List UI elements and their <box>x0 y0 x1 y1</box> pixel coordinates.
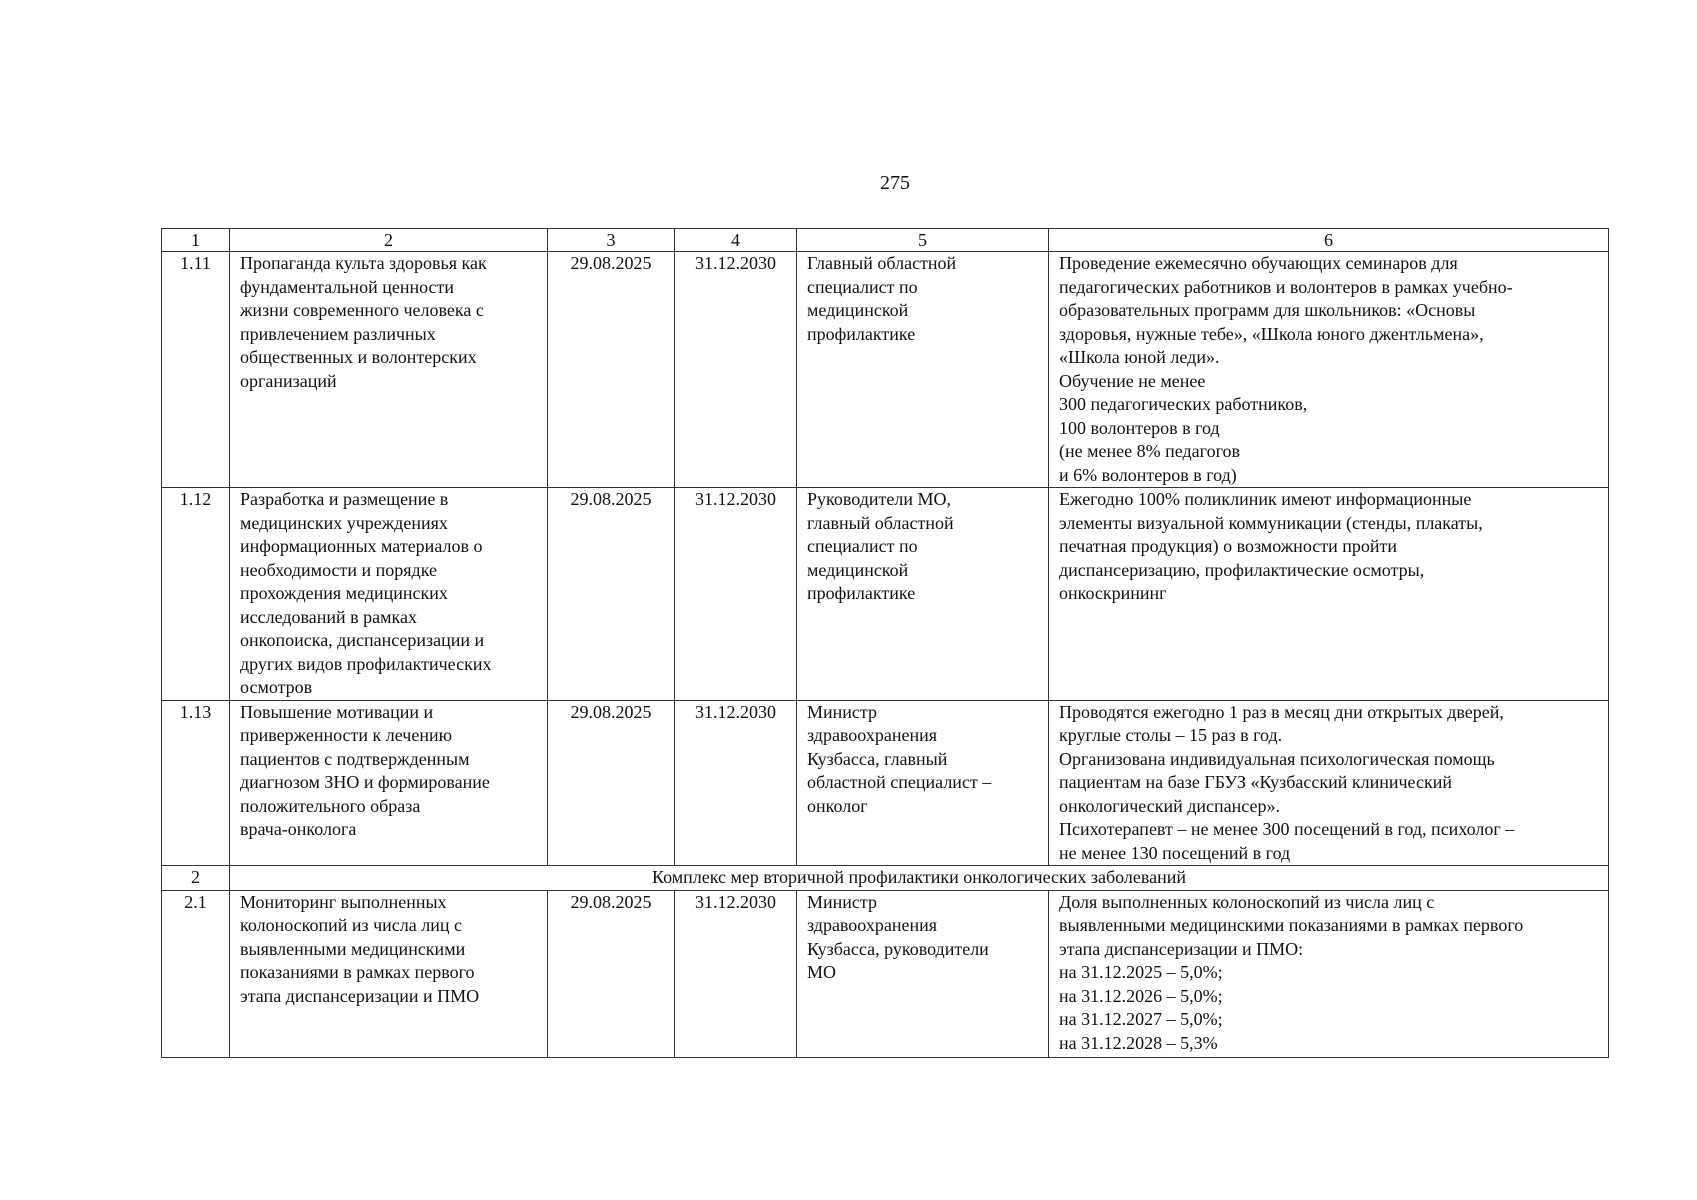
table-row <box>162 252 1609 488</box>
measure-name: Пропаганда культа здоровья как фундаментальной ценности жизни современного человека с привлечением различных общественных и волонтерских организаций <box>230 252 548 488</box>
end-date: 31.12.2030 <box>675 488 797 701</box>
measures-table <box>161 228 1609 1058</box>
column-number-row <box>162 229 1609 252</box>
table-row <box>162 700 1609 866</box>
start-date: 29.08.2025 <box>548 252 675 488</box>
row-number: 2.1 <box>162 890 230 1057</box>
start-date: 29.08.2025 <box>548 488 675 701</box>
section-title: Комплекс мер вторичной профилактики онкологических заболеваний <box>230 866 1609 891</box>
column-header: 5 <box>797 229 1049 252</box>
row-number: 1.11 <box>162 252 230 488</box>
page-number: 275 <box>880 172 910 194</box>
row-number: 1.12 <box>162 488 230 701</box>
expected-result: Проведение ежемесячно обучающих семинаров для педагогических работников и волонтеров в рамках учебно- образовательных программ для школьников: «Основы здоровья, нужные тебе», «Школа юного джентльмена», «Школа юной леди». Обучение не менее 300 педагогических работников, 100 волонтеров в год (не менее 8% педагогов и 6% волонтеров в год) <box>1049 252 1609 488</box>
measure-name: Мониторинг выполненных колоноскопий из числа лиц с выявленными медицинскими показаниями в рамках первого этапа диспансеризации и ПМО <box>230 890 548 1057</box>
table-row <box>162 890 1609 1057</box>
expected-result: Доля выполненных колоноскопий из числа лиц с выявленными медицинскими показаниями в рамках первого этапа диспансеризации и ПМО: на 31.12.2025 – 5,0%; на 31.12.2026 – 5,0%; на 31.12.2027 – 5,0%; на 31.12.2028 – 5,3% <box>1049 890 1609 1057</box>
section-row <box>162 866 1609 891</box>
column-header: 3 <box>548 229 675 252</box>
start-date: 29.08.2025 <box>548 890 675 1057</box>
measure-name: Повышение мотивации и приверженности к лечению пациентов с подтвержденным диагнозом ЗНО и формирование положительного образа врача-онколога <box>230 700 548 866</box>
row-number: 1.13 <box>162 700 230 866</box>
end-date: 31.12.2030 <box>675 700 797 866</box>
responsible: Министр здравоохранения Кузбасса, руководители МО <box>797 890 1049 1057</box>
section-number: 2 <box>162 866 230 891</box>
column-header: 4 <box>675 229 797 252</box>
column-header: 1 <box>162 229 230 252</box>
responsible: Руководители МО, главный областной специалист по медицинской профилактике <box>797 488 1049 701</box>
expected-result: Ежегодно 100% поликлиник имеют информационные элементы визуальной коммуникации (стенды, плакаты, печатная продукция) о возможности пройти диспансеризацию, профилактические осмотры, онкоскрининг <box>1049 488 1609 701</box>
column-header: 2 <box>230 229 548 252</box>
start-date: 29.08.2025 <box>548 700 675 866</box>
end-date: 31.12.2030 <box>675 252 797 488</box>
responsible: Министр здравоохранения Кузбасса, главный областной специалист – онколог <box>797 700 1049 866</box>
table-row <box>162 488 1609 701</box>
measure-name: Разработка и размещение в медицинских учреждениях информационных материалов о необходимости и порядке прохождения медицинских исследований в рамках онкопоиска, диспансеризации и других видов профилактических осмотров <box>230 488 548 701</box>
column-header: 6 <box>1049 229 1609 252</box>
expected-result: Проводятся ежегодно 1 раз в месяц дни открытых дверей, круглые столы – 15 раз в год. Организована индивидуальная психологическая помощь пациентам на базе ГБУЗ «Кузбасский клинический онкологический диспансер». Психотерапевт – не менее 300 посещений в год, психолог – не менее 130 посещений в год <box>1049 700 1609 866</box>
end-date: 31.12.2030 <box>675 890 797 1057</box>
responsible: Главный областной специалист по медицинской профилактике <box>797 252 1049 488</box>
